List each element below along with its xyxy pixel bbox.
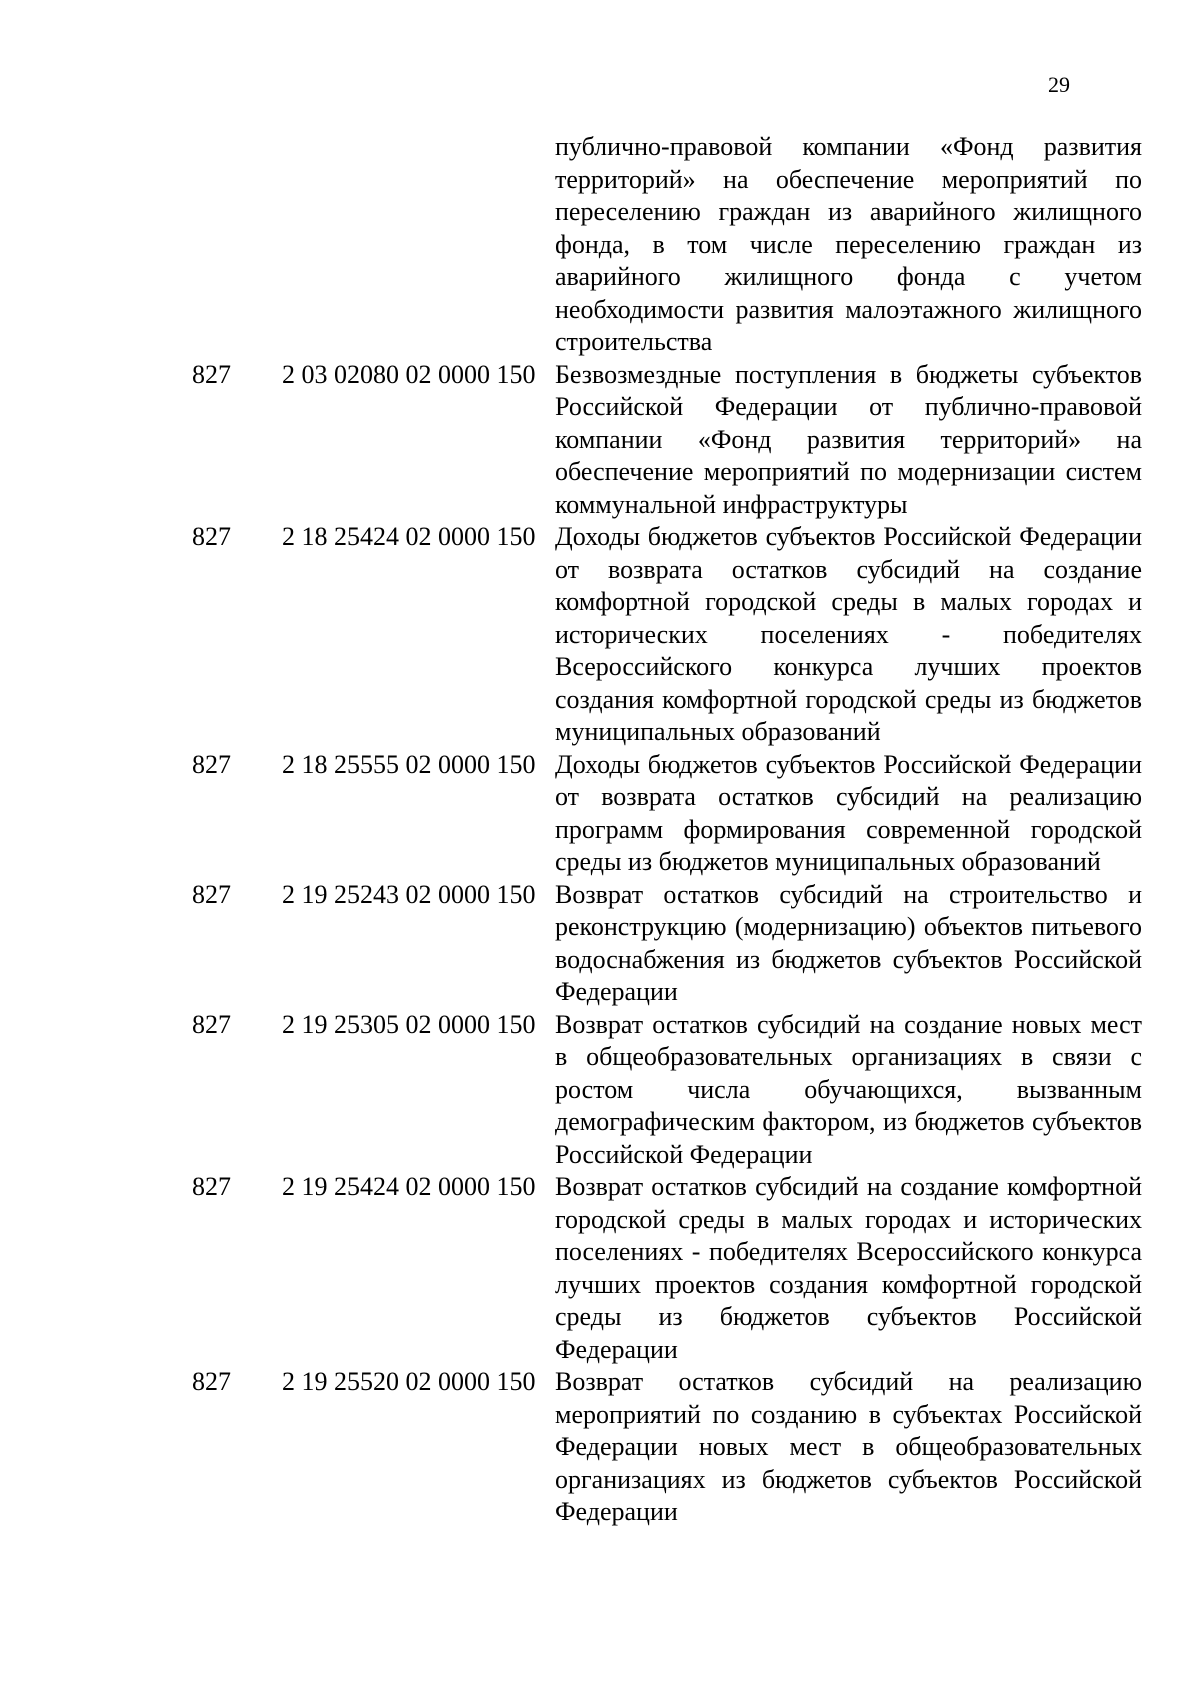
table-row xyxy=(192,749,1142,879)
revenue-name-cell: Возврат остатков субсидий на создание комфортной городской среды в малых городах и исторических поселениях - победителях Всероссийского конкурса лучших проектов создания комфортной городской среды из бюджетов субъектов Российской Федерации xyxy=(555,1172,1142,1364)
revenue-code-cell: 2 19 25243 02 0000 150 xyxy=(282,879,536,909)
revenue-name-cell: Возврат остатков субсидий на создание новых мест в общеобразовательных организациях в связи с ростом числа обучающихся, вызванным демографическим фактором, из бюджетов субъектов Российской Федерации xyxy=(555,1009,1142,1169)
admin-code-cell: 827 xyxy=(192,359,231,389)
revenue-code-cell: 2 18 25424 02 0000 150 xyxy=(282,522,536,551)
admin-code-cell: 827 xyxy=(192,879,231,909)
revenue-code-cell: 2 19 25424 02 0000 150 xyxy=(282,1172,536,1201)
table-row xyxy=(192,1171,1142,1366)
table-row xyxy=(192,1009,1142,1172)
revenue-name-cell: Безвозмездные поступления в бюджеты субъектов Российской Федерации от публично-правовой компании «Фонд развития территорий» на обеспечение мероприятий по модернизации систем коммунальной инфраструктуры xyxy=(555,359,1142,519)
admin-code-cell: 827 xyxy=(192,522,231,551)
table-row xyxy=(192,359,1142,522)
revenue-code-cell: 2 19 25520 02 0000 150 xyxy=(282,1367,536,1396)
admin-code-cell: 827 xyxy=(192,749,231,779)
revenue-code-cell: 2 19 25305 02 0000 150 xyxy=(282,1009,536,1039)
revenue-name-cell: Возврат остатков субсидий на реализацию мероприятий по созданию в субъектах Российской Федерации новых мест в общеобразовательных организациях из бюджетов субъектов Российской Федерации xyxy=(555,1367,1142,1526)
table-row xyxy=(192,521,1142,749)
revenue-name-cell: Доходы бюджетов субъектов Российской Федерации от возврата остатков субсидий на создание комфортной городской среды в малых городах и исторических поселениях - победителях Всероссийского конкурса лучших проектов создания комфортной городской среды из бюджетов муниципальных образований xyxy=(555,522,1142,746)
page-number: 29 xyxy=(1048,72,1070,97)
admin-code-cell: 827 xyxy=(192,1172,231,1201)
revenue-name-cell: публично-правовой компании «Фонд развития территорий» на обеспечение мероприятий по переселению граждан из аварийного жилищного фонда, в том числе переселению граждан из аварийного жилищного фонда с учетом необходимости развития малоэтажного жилищного строительства xyxy=(555,132,1142,356)
table-row-continuation xyxy=(192,131,1142,359)
admin-code-cell: 827 xyxy=(192,1009,231,1039)
revenue-name-cell: Доходы бюджетов субъектов Российской Федерации от возврата остатков субсидий на реализацию программ формирования современной городской среды из бюджетов муниципальных образований xyxy=(555,749,1142,876)
revenue-code-cell xyxy=(282,131,555,359)
table-row xyxy=(192,1366,1142,1529)
revenue-name-cell: Возврат остатков субсидий на строительство и реконструкцию (модернизацию) объектов питьевого водоснабжения из бюджетов субъектов Российской Федерации xyxy=(555,879,1142,1006)
revenue-codes-table xyxy=(192,131,1142,1529)
revenue-code-cell: 2 18 25555 02 0000 150 xyxy=(282,749,536,779)
admin-code-cell xyxy=(192,131,282,359)
admin-code-cell: 827 xyxy=(192,1367,231,1396)
table-row xyxy=(192,879,1142,1009)
revenue-code-cell: 2 03 02080 02 0000 150 xyxy=(282,359,536,389)
